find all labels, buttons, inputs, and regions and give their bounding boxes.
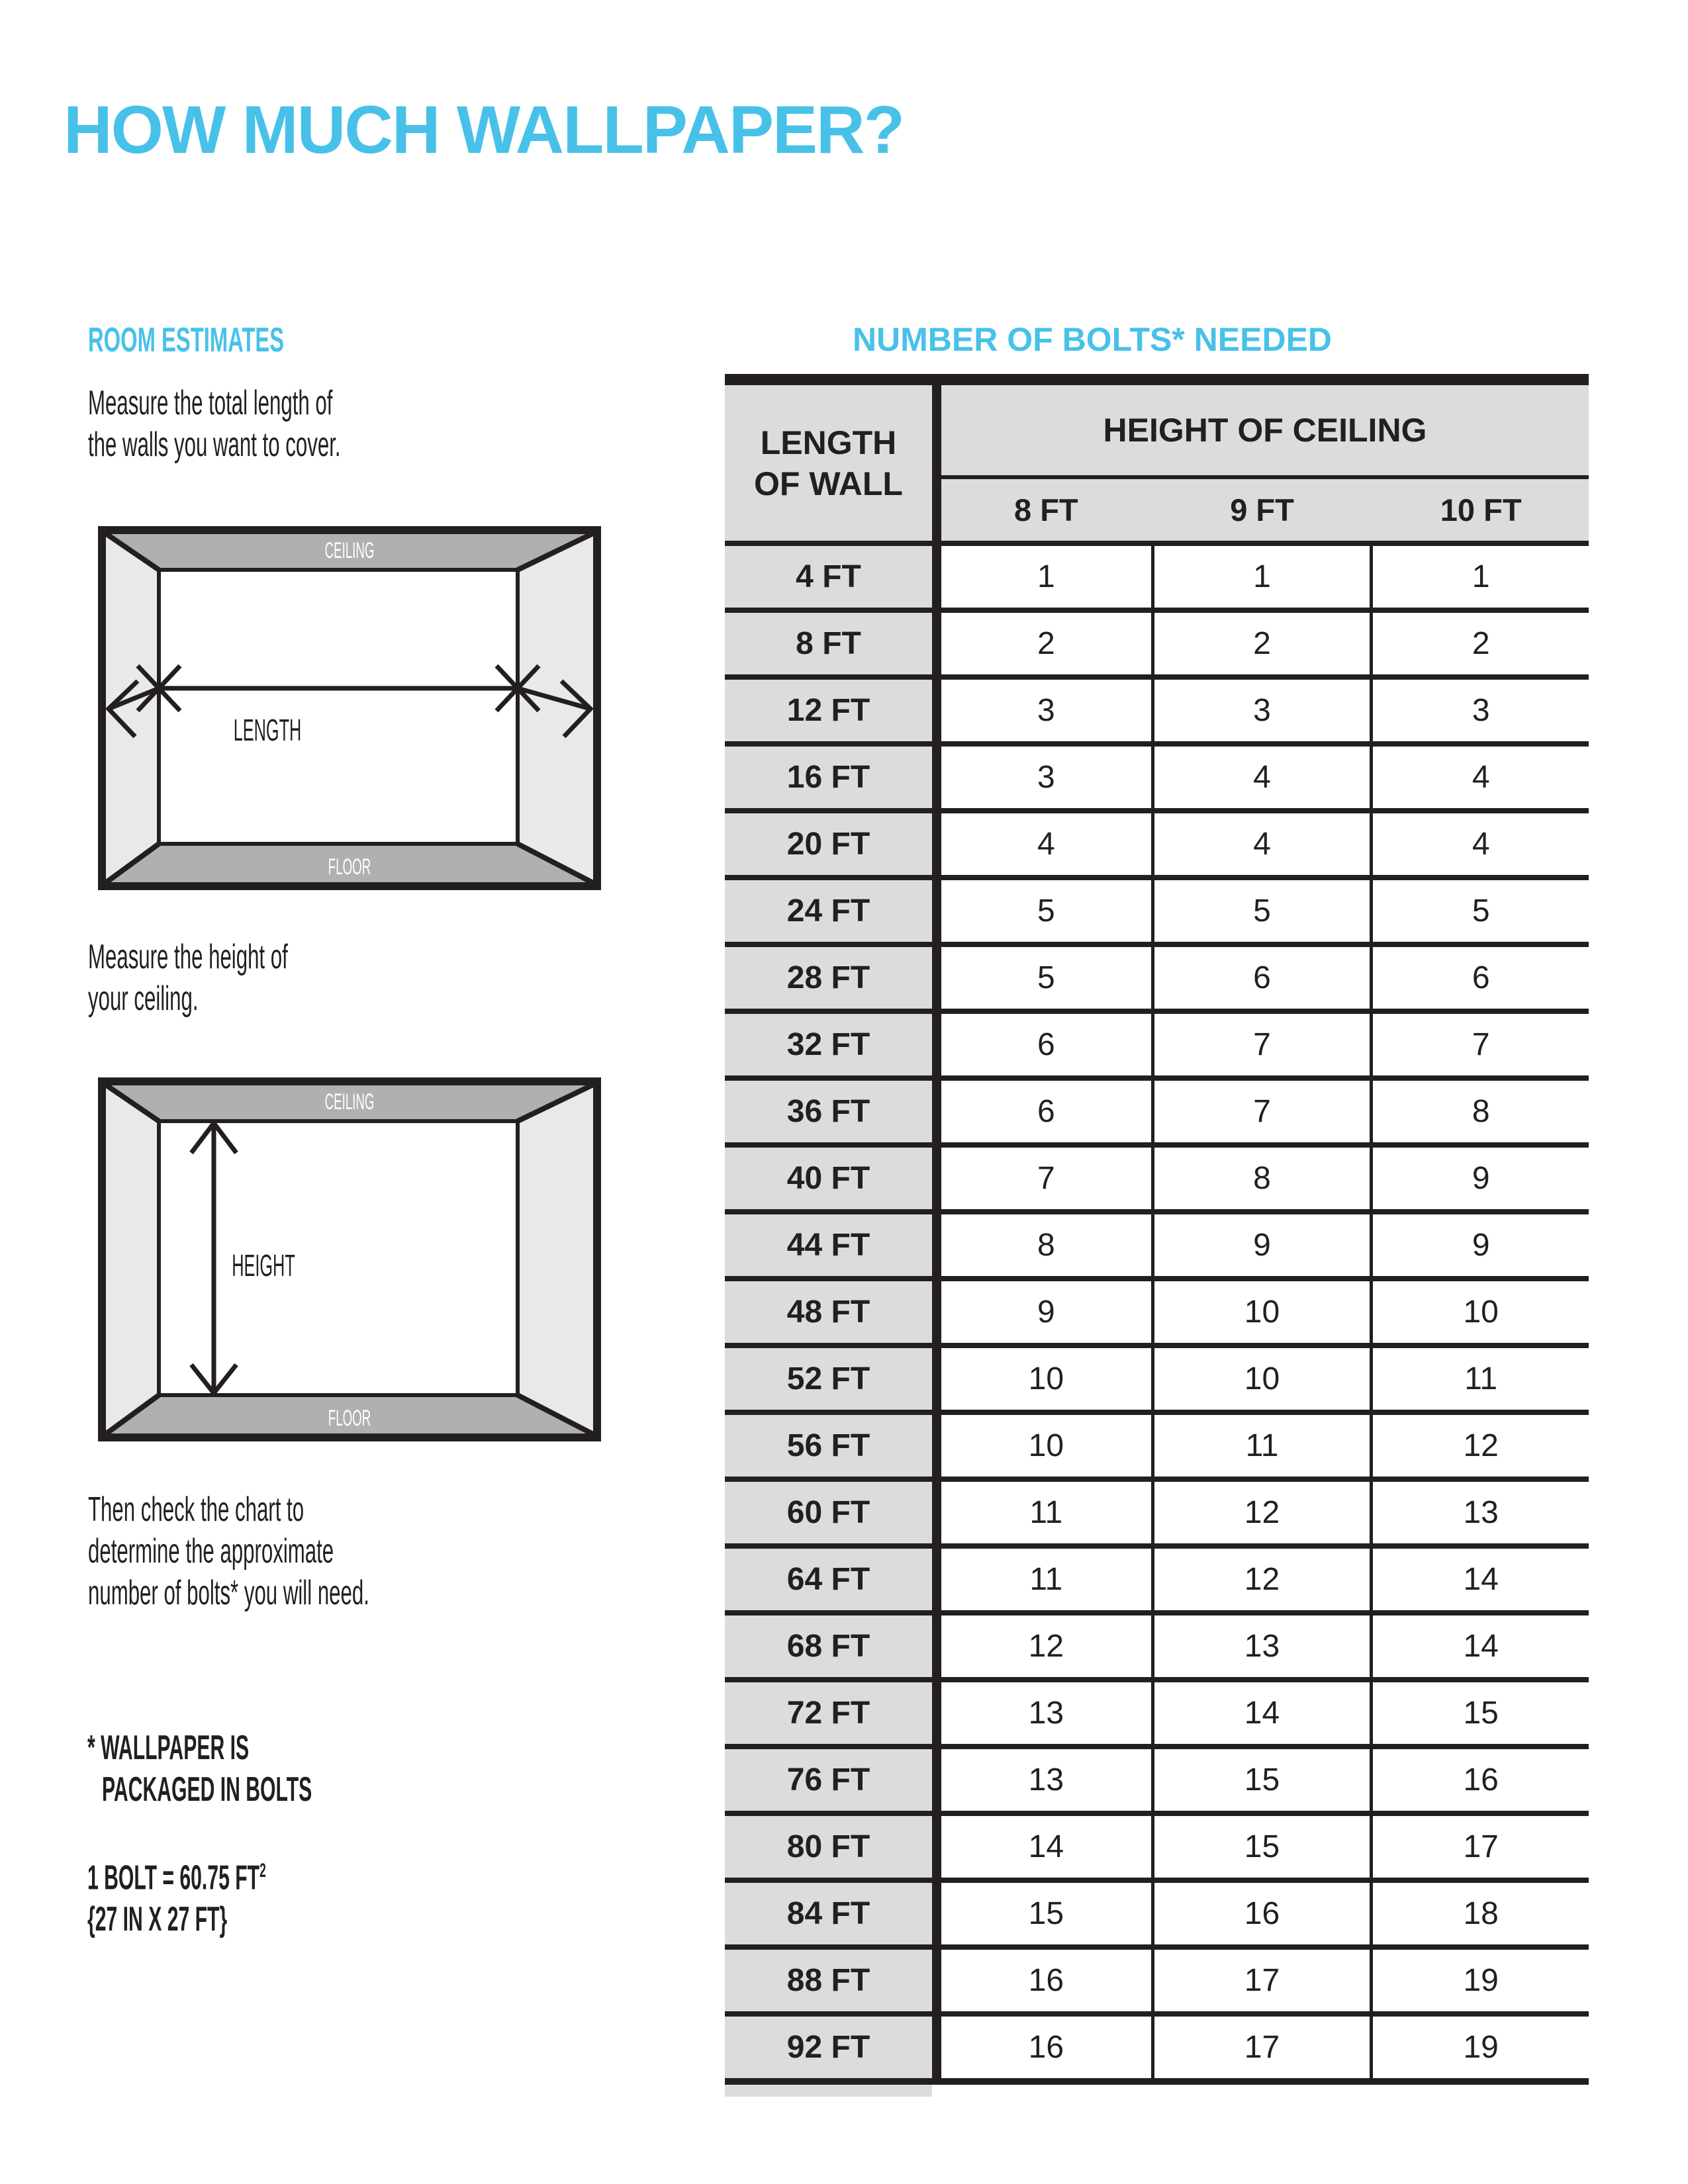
wall-length-label: 32 FT	[725, 1014, 932, 1075]
bolt-count-cell: 4	[1151, 813, 1370, 875]
bolt-count-cell: 5	[1370, 880, 1589, 942]
floor-label: FLOOR	[328, 854, 371, 880]
bolt-count-cell: 11	[1151, 1415, 1370, 1477]
bolt-count-cell: 3	[932, 680, 1151, 741]
bolt-count-cell: 13	[1370, 1482, 1589, 1543]
wall-length-label: 24 FT	[725, 880, 932, 942]
instruction-paragraph-3: Then check the chart to determine the approximate number of bolts* you will need.	[88, 1490, 369, 1612]
back-wall	[159, 570, 518, 844]
bolt-count-cell: 5	[932, 880, 1151, 942]
table-row	[725, 1944, 1589, 2011]
bolt-count-cell: 9	[932, 1281, 1151, 1343]
instruction-paragraph-1: Measure the total length of the walls you want to cover.	[88, 384, 341, 464]
bolt-count-cell: 14	[932, 1816, 1151, 1878]
bolt-size-note: 1 BOLT = 60.75 $FT^2$ {27 IN X 27 FT}	[87, 1858, 266, 1939]
bolt-count-cell: 1	[1151, 546, 1370, 608]
bolt-count-cell: 19	[1370, 2017, 1589, 2078]
bolt-count-cell: 15	[1370, 1682, 1589, 1744]
bolt-count-cell: 13	[1151, 1615, 1370, 1677]
bolt-count-cell: 18	[1370, 1883, 1589, 1944]
length-of-wall-header: LENGTH OF WALL	[754, 424, 903, 502]
ceiling-height-subheaders	[941, 479, 1589, 541]
bolts-needed-heading: NUMBER OF BOLTS* NEEDED	[852, 321, 1333, 358]
wall-length-label: 36 FT	[725, 1081, 932, 1142]
bolt-count-cell: 10	[932, 1348, 1151, 1410]
wall-length-label: 84 FT	[725, 1883, 932, 1944]
bolt-count-cell: 4	[1370, 813, 1589, 875]
height-of-ceiling-header: HEIGHT OF CEILING	[1103, 412, 1427, 449]
bolt-count-cell: 9	[1370, 1214, 1589, 1276]
ceiling-label: CEILING	[324, 1089, 375, 1115]
bolt-count-cell: 6	[932, 1014, 1151, 1075]
table-row	[725, 1744, 1589, 1811]
wall-length-label: 56 FT	[725, 1415, 932, 1477]
instruction-paragraph-2: Measure the height of your ceiling.	[88, 938, 288, 1018]
bolt-count-cell: 11	[1370, 1348, 1589, 1410]
right-wall-surface	[518, 1081, 597, 1437]
bolt-count-cell: 6	[1370, 947, 1589, 1009]
room-length-diagram	[98, 526, 601, 890]
label-column-divider	[932, 385, 941, 541]
bolt-count-cell: 8	[932, 1214, 1151, 1276]
table-row	[725, 741, 1589, 808]
wall-length-label: 92 FT	[725, 2017, 932, 2078]
table-row	[725, 1075, 1589, 1142]
bolt-count-cell: 14	[1370, 1615, 1589, 1677]
bolt-count-cell: 1	[932, 546, 1151, 608]
bolt-count-cell: 3	[1151, 680, 1370, 741]
bolt-count-cell: 16	[932, 2017, 1151, 2078]
table-row	[725, 1477, 1589, 1543]
table-row	[725, 1343, 1589, 1410]
column-header-8ft: 8 FT	[1014, 492, 1078, 527]
bolt-count-cell: 9	[1370, 1148, 1589, 1209]
bolt-count-cell: 5	[932, 947, 1151, 1009]
table-row	[725, 1610, 1589, 1677]
wall-length-label: 16 FT	[725, 747, 932, 808]
bolt-count-cell: 10	[1151, 1281, 1370, 1343]
table-row	[725, 1811, 1589, 1878]
wall-length-label: 4 FT	[725, 546, 932, 608]
wall-length-label: 76 FT	[725, 1749, 932, 1811]
bolt-count-cell: 15	[932, 1883, 1151, 1944]
bolt-count-cell: 2	[1151, 613, 1370, 674]
table-row	[725, 541, 1589, 608]
bolt-count-cell: 17	[1370, 1816, 1589, 1878]
bolt-count-cell: 5	[1151, 880, 1370, 942]
wall-length-label: 44 FT	[725, 1214, 932, 1276]
wall-length-label: 48 FT	[725, 1281, 932, 1343]
bolt-count-cell: 19	[1370, 1950, 1589, 2011]
bolt-count-cell: 16	[1370, 1749, 1589, 1811]
bolt-count-cell: 10	[1370, 1281, 1589, 1343]
table-row	[725, 1543, 1589, 1610]
height-label: HEIGHT	[232, 1248, 295, 1283]
bolt-count-cell: 14	[1151, 1682, 1370, 1744]
wall-length-label: 8 FT	[725, 613, 932, 674]
bolt-count-cell: 8	[1370, 1081, 1589, 1142]
bolt-count-cell: 6	[932, 1081, 1151, 1142]
bolt-count-cell: 12	[1151, 1482, 1370, 1543]
label-column-stub	[725, 2085, 932, 2097]
table-bottom-border	[725, 2078, 1589, 2085]
table-row	[725, 808, 1589, 875]
bolt-count-cell: 3	[932, 747, 1151, 808]
wall-length-label: 28 FT	[725, 947, 932, 1009]
bolt-count-cell: 4	[1370, 747, 1589, 808]
table-row	[725, 608, 1589, 674]
bolt-count-cell: 7	[1151, 1081, 1370, 1142]
bolt-count-cell: 13	[932, 1682, 1151, 1744]
room-height-diagram	[98, 1077, 601, 1441]
table-header	[725, 385, 1589, 541]
bolt-count-cell: 8	[1151, 1148, 1370, 1209]
bolt-count-cell: 11	[932, 1482, 1151, 1543]
table-row	[725, 875, 1589, 942]
bolt-count-cell: 12	[1370, 1415, 1589, 1477]
wall-length-label: 80 FT	[725, 1816, 932, 1878]
bolt-count-cell: 9	[1151, 1214, 1370, 1276]
bolt-count-cell: 15	[1151, 1816, 1370, 1878]
length-label: LENGTH	[233, 712, 302, 747]
bolt-count-cell: 16	[1151, 1883, 1370, 1944]
wall-length-label: 40 FT	[725, 1148, 932, 1209]
table-row	[725, 674, 1589, 741]
wall-length-label: 64 FT	[725, 1549, 932, 1610]
left-wall-surface	[102, 1081, 159, 1437]
bolt-count-cell: 2	[1370, 613, 1589, 674]
squared-superscript: 2	[259, 1860, 266, 1882]
bolt-count-cell: 3	[1370, 680, 1589, 741]
bolt-count-cell: 17	[1151, 2017, 1370, 2078]
bolt-count-cell: 12	[932, 1615, 1151, 1677]
bolt-count-cell: 1	[1370, 546, 1589, 608]
bolt-count-cell: 13	[932, 1749, 1151, 1811]
floor-label: FLOOR	[328, 1405, 371, 1431]
wallpaper-bolts-footnote: * WALLPAPER IS PACKAGED IN BOLTS	[87, 1729, 312, 1809]
wall-length-label: 12 FT	[725, 680, 932, 741]
room-estimates-heading: ROOM ESTIMATES	[88, 321, 285, 359]
page-title: HOW MUCH WALLPAPER?	[64, 92, 904, 167]
bolt-count-cell: 4	[932, 813, 1151, 875]
table-row	[725, 1142, 1589, 1209]
wall-length-label: 60 FT	[725, 1482, 932, 1543]
bolt-count-cell: 2	[932, 613, 1151, 674]
bolt-count-cell: 14	[1370, 1549, 1589, 1610]
table-rows	[725, 541, 1589, 2078]
bolt-count-cell: 4	[1151, 747, 1370, 808]
asterisk: *	[87, 1729, 95, 1767]
table-top-bar	[725, 374, 1589, 385]
bolt-count-cell: 12	[1151, 1549, 1370, 1610]
bolt-count-cell: 6	[1151, 947, 1370, 1009]
bolt-count-cell: 10	[1151, 1348, 1370, 1410]
wall-length-label: 52 FT	[725, 1348, 932, 1410]
bolt-count-cell: 11	[932, 1549, 1151, 1610]
column-header-10ft: 10 FT	[1440, 492, 1522, 527]
table-row	[725, 1209, 1589, 1276]
bolt-count-cell: 16	[932, 1950, 1151, 2011]
ceiling-label: CEILING	[324, 537, 375, 563]
bolt-count-cell: 10	[932, 1415, 1151, 1477]
column-header-9ft: 9 FT	[1230, 492, 1294, 527]
table-row	[725, 1009, 1589, 1075]
wall-length-label: 20 FT	[725, 813, 932, 875]
wall-length-label: 88 FT	[725, 1950, 932, 2011]
table-row	[725, 1677, 1589, 1744]
table-row	[725, 1878, 1589, 1944]
bolt-count-cell: 15	[1151, 1749, 1370, 1811]
bolt-count-cell: 7	[932, 1148, 1151, 1209]
bolt-count-cell: 17	[1151, 1950, 1370, 2011]
bolt-count-cell: 7	[1370, 1014, 1589, 1075]
wall-length-label: 72 FT	[725, 1682, 932, 1744]
bolt-count-cell: 7	[1151, 1014, 1370, 1075]
wall-length-label: 68 FT	[725, 1615, 932, 1677]
bolts-table	[725, 374, 1589, 2097]
table-row	[725, 2011, 1589, 2078]
table-row	[725, 942, 1589, 1009]
table-row	[725, 1276, 1589, 1343]
table-row	[725, 1410, 1589, 1477]
